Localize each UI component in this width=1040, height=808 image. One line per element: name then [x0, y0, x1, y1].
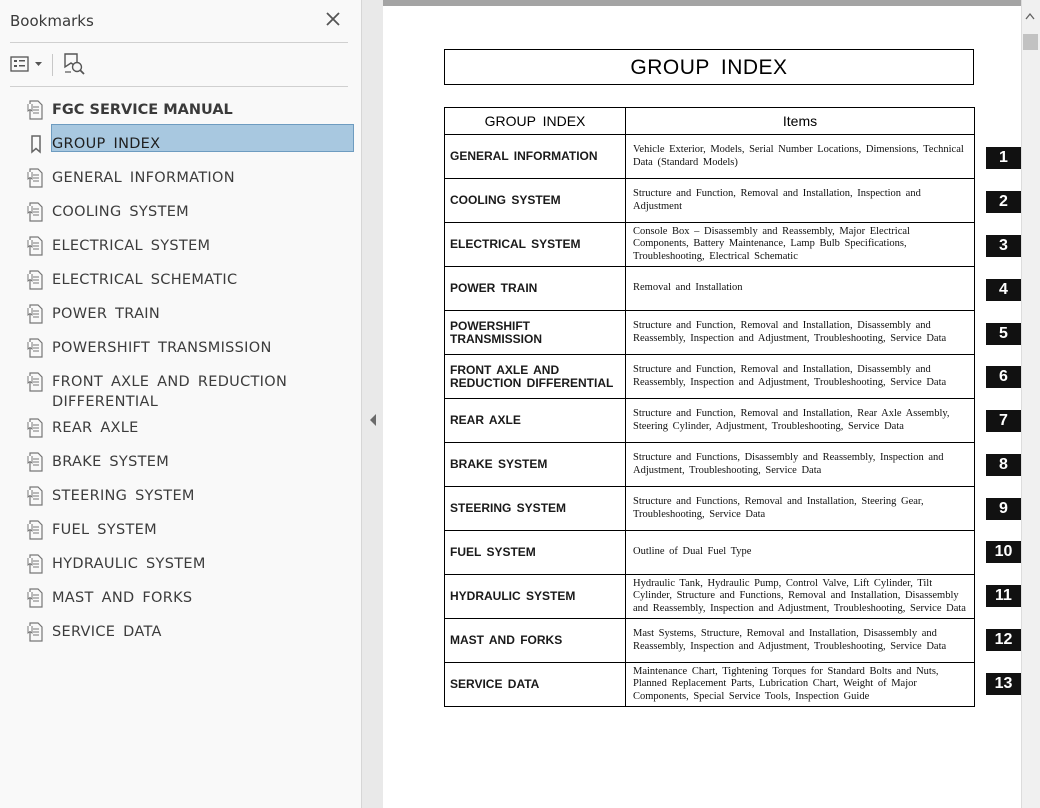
column-header-items: Items — [626, 108, 975, 135]
find-bookmark-button[interactable] — [60, 51, 86, 77]
table-row — [445, 267, 975, 311]
bookmarks-panel — [0, 0, 361, 808]
group-name: SERVICE DATA — [445, 663, 626, 707]
page-top-edge — [383, 0, 1021, 6]
bookmark-label: STEERING SYSTEM — [52, 488, 195, 504]
group-name-line2: REDUCTION DIFFERENTIAL — [450, 375, 614, 390]
table-row — [445, 443, 975, 487]
group-name: ELECTRICAL SYSTEM — [445, 223, 626, 267]
bookmark-label: GROUP INDEX — [52, 136, 161, 152]
bookmark-page-icon — [27, 452, 45, 472]
bookmark-label: HYDRAULIC SYSTEM — [52, 556, 206, 572]
group-index-table — [444, 107, 975, 707]
bookmark-page-icon — [27, 202, 45, 222]
table-row — [445, 619, 975, 663]
scroll-up-icon[interactable] — [1025, 7, 1035, 15]
group-items: Structure and Function, Removal and Installation, Disassembly and Reassembly, Inspection and Adjustment, Troubleshooting, Service Data — [626, 311, 975, 355]
collapse-panel-icon[interactable] — [369, 413, 377, 427]
bookmark-label: FGC SERVICE MANUAL — [52, 102, 233, 118]
bookmark-page-icon — [27, 418, 45, 438]
group-items: Maintenance Chart, Tightening Torques for Standard Bolts and Nuts, Planned Replacement Parts, Lubrication Chart, Weight of Major Components, Special Service Tools, Inspection Guide — [626, 663, 975, 707]
bookmark-label: SERVICE DATA — [52, 624, 162, 640]
bookmark-page-icon — [27, 486, 45, 506]
table-row — [445, 399, 975, 443]
section-tab-12[interactable]: 12 — [986, 629, 1021, 651]
group-name: GENERAL INFORMATION — [445, 135, 626, 179]
bookmark-label: ELECTRICAL SCHEMATIC — [52, 272, 238, 288]
bookmark-label: ELECTRICAL SYSTEM — [52, 238, 211, 254]
group-items: Vehicle Exterior, Models, Serial Number Locations, Dimensions, Technical Data (Standard Models) — [626, 135, 975, 179]
divider — [10, 86, 348, 87]
bookmark-label: POWERSHIFT TRANSMISSION — [52, 340, 272, 356]
section-tab-3[interactable]: 3 — [986, 235, 1021, 257]
group-items: Outline of Dual Fuel Type — [626, 531, 975, 575]
bookmark-label: GENERAL INFORMATION — [52, 170, 235, 186]
group-name: MAST AND FORKS — [445, 619, 626, 663]
bookmark-page-icon — [27, 554, 45, 574]
bookmark-page-icon — [27, 520, 45, 540]
options-menu-icon — [8, 52, 48, 76]
section-tab-5[interactable]: 5 — [986, 323, 1021, 345]
table-header-row — [445, 108, 975, 135]
bookmark-page-icon — [27, 338, 45, 358]
table-row — [445, 487, 975, 531]
table-row — [445, 531, 975, 575]
bookmark-label: MAST AND FORKS — [52, 590, 193, 606]
table-row — [445, 311, 975, 355]
group-name: POWERSHIFT TRANSMISSION — [445, 311, 626, 355]
group-name-line1: FRONT AXLE AND — [450, 362, 560, 377]
bookmark-label: POWER TRAIN — [52, 306, 161, 322]
table-row — [445, 663, 975, 707]
options-menu-button[interactable] — [8, 52, 48, 76]
bookmark-label: BRAKE SYSTEM — [52, 454, 170, 470]
section-tab-2[interactable]: 2 — [986, 191, 1021, 213]
section-tab-6[interactable]: 6 — [986, 366, 1021, 388]
group-items: Console Box – Disassembly and Reassembly, Major Electrical Components, Battery Maintenance, Lamp Bulb Specifications, Troubleshooting, Electrical Schematic — [626, 223, 975, 267]
bookmark-page-icon — [27, 270, 45, 290]
group-name: COOLING SYSTEM — [445, 179, 626, 223]
panel-splitter[interactable] — [362, 0, 383, 808]
divider — [10, 42, 348, 43]
bookmark-page-icon — [27, 372, 45, 392]
group-name — [445, 355, 626, 399]
vertical-scrollbar[interactable] — [1021, 0, 1040, 808]
group-name: BRAKE SYSTEM — [445, 443, 626, 487]
group-name: POWER TRAIN — [445, 267, 626, 311]
group-items: Structure and Function, Removal and Installation, Inspection and Adjustment — [626, 179, 975, 223]
section-tab-8[interactable]: 8 — [986, 454, 1021, 476]
bookmark-page-icon — [27, 100, 45, 120]
bookmark-label: COOLING SYSTEM — [52, 204, 189, 220]
table-row — [445, 355, 975, 399]
bookmark-icon — [27, 134, 45, 154]
group-items: Structure and Function, Removal and Installation, Disassembly and Reassembly, Inspection and Adjustment, Troubleshooting, Service Data — [626, 355, 975, 399]
group-name: REAR AXLE — [445, 399, 626, 443]
section-tab-10[interactable]: 10 — [986, 541, 1021, 563]
table-row — [445, 575, 975, 619]
group-items: Mast Systems, Structure, Removal and Installation, Disassembly and Reassembly, Inspection and Adjustment, Troubleshooting, Service Data — [626, 619, 975, 663]
panel-title: Bookmarks — [10, 12, 94, 30]
find-bookmark-icon — [60, 51, 86, 77]
column-header-group: GROUP INDEX — [445, 108, 626, 135]
section-tab-4[interactable]: 4 — [986, 279, 1021, 301]
table-row — [445, 135, 975, 179]
group-items: Removal and Installation — [626, 267, 975, 311]
table-row — [445, 223, 975, 267]
bookmark-page-icon — [27, 304, 45, 324]
section-tab-13[interactable]: 13 — [986, 673, 1021, 695]
table-row — [445, 179, 975, 223]
close-icon[interactable] — [322, 8, 344, 30]
page-title: GROUP INDEX — [444, 49, 974, 85]
scrollbar-thumb[interactable] — [1023, 34, 1038, 50]
bookmark-page-icon — [27, 168, 45, 188]
bookmark-label: REAR AXLE — [52, 420, 139, 436]
bookmark-label-line1: FRONT AXLE AND REDUCTION — [52, 374, 288, 390]
bookmark-page-icon — [27, 236, 45, 256]
bookmark-page-icon — [27, 622, 45, 642]
bookmark-page-icon — [27, 588, 45, 608]
section-tab-1[interactable]: 1 — [986, 147, 1021, 169]
group-items: Structure and Functions, Disassembly and Reassembly, Inspection and Adjustment, Troubleshooting, Service Data — [626, 443, 975, 487]
bookmark-label: FUEL SYSTEM — [52, 522, 157, 538]
group-name: HYDRAULIC SYSTEM — [445, 575, 626, 619]
section-tab-7[interactable]: 7 — [986, 410, 1021, 432]
group-name: FUEL SYSTEM — [445, 531, 626, 575]
bookmark-label-line2: DIFFERENTIAL — [52, 394, 159, 410]
group-name: STEERING SYSTEM — [445, 487, 626, 531]
group-items: Structure and Functions, Removal and Installation, Steering Gear, Troubleshooting, Service Data — [626, 487, 975, 531]
group-items: Hydraulic Tank, Hydraulic Pump, Control Valve, Lift Cylinder, Tilt Cylinder, Structure and Functions, Removal and Installation, Disassembly and Reassembly, Inspection and Adjustment, Troubleshooting, Service Data — [626, 575, 975, 619]
toolbar-separator — [52, 54, 53, 76]
group-items: Structure and Function, Removal and Installation, Rear Axle Assembly, Steering Cylinder, Adjustment, Troubleshooting, Service Data — [626, 399, 975, 443]
section-tab-9[interactable]: 9 — [986, 498, 1021, 520]
section-tab-11[interactable]: 11 — [986, 585, 1021, 607]
